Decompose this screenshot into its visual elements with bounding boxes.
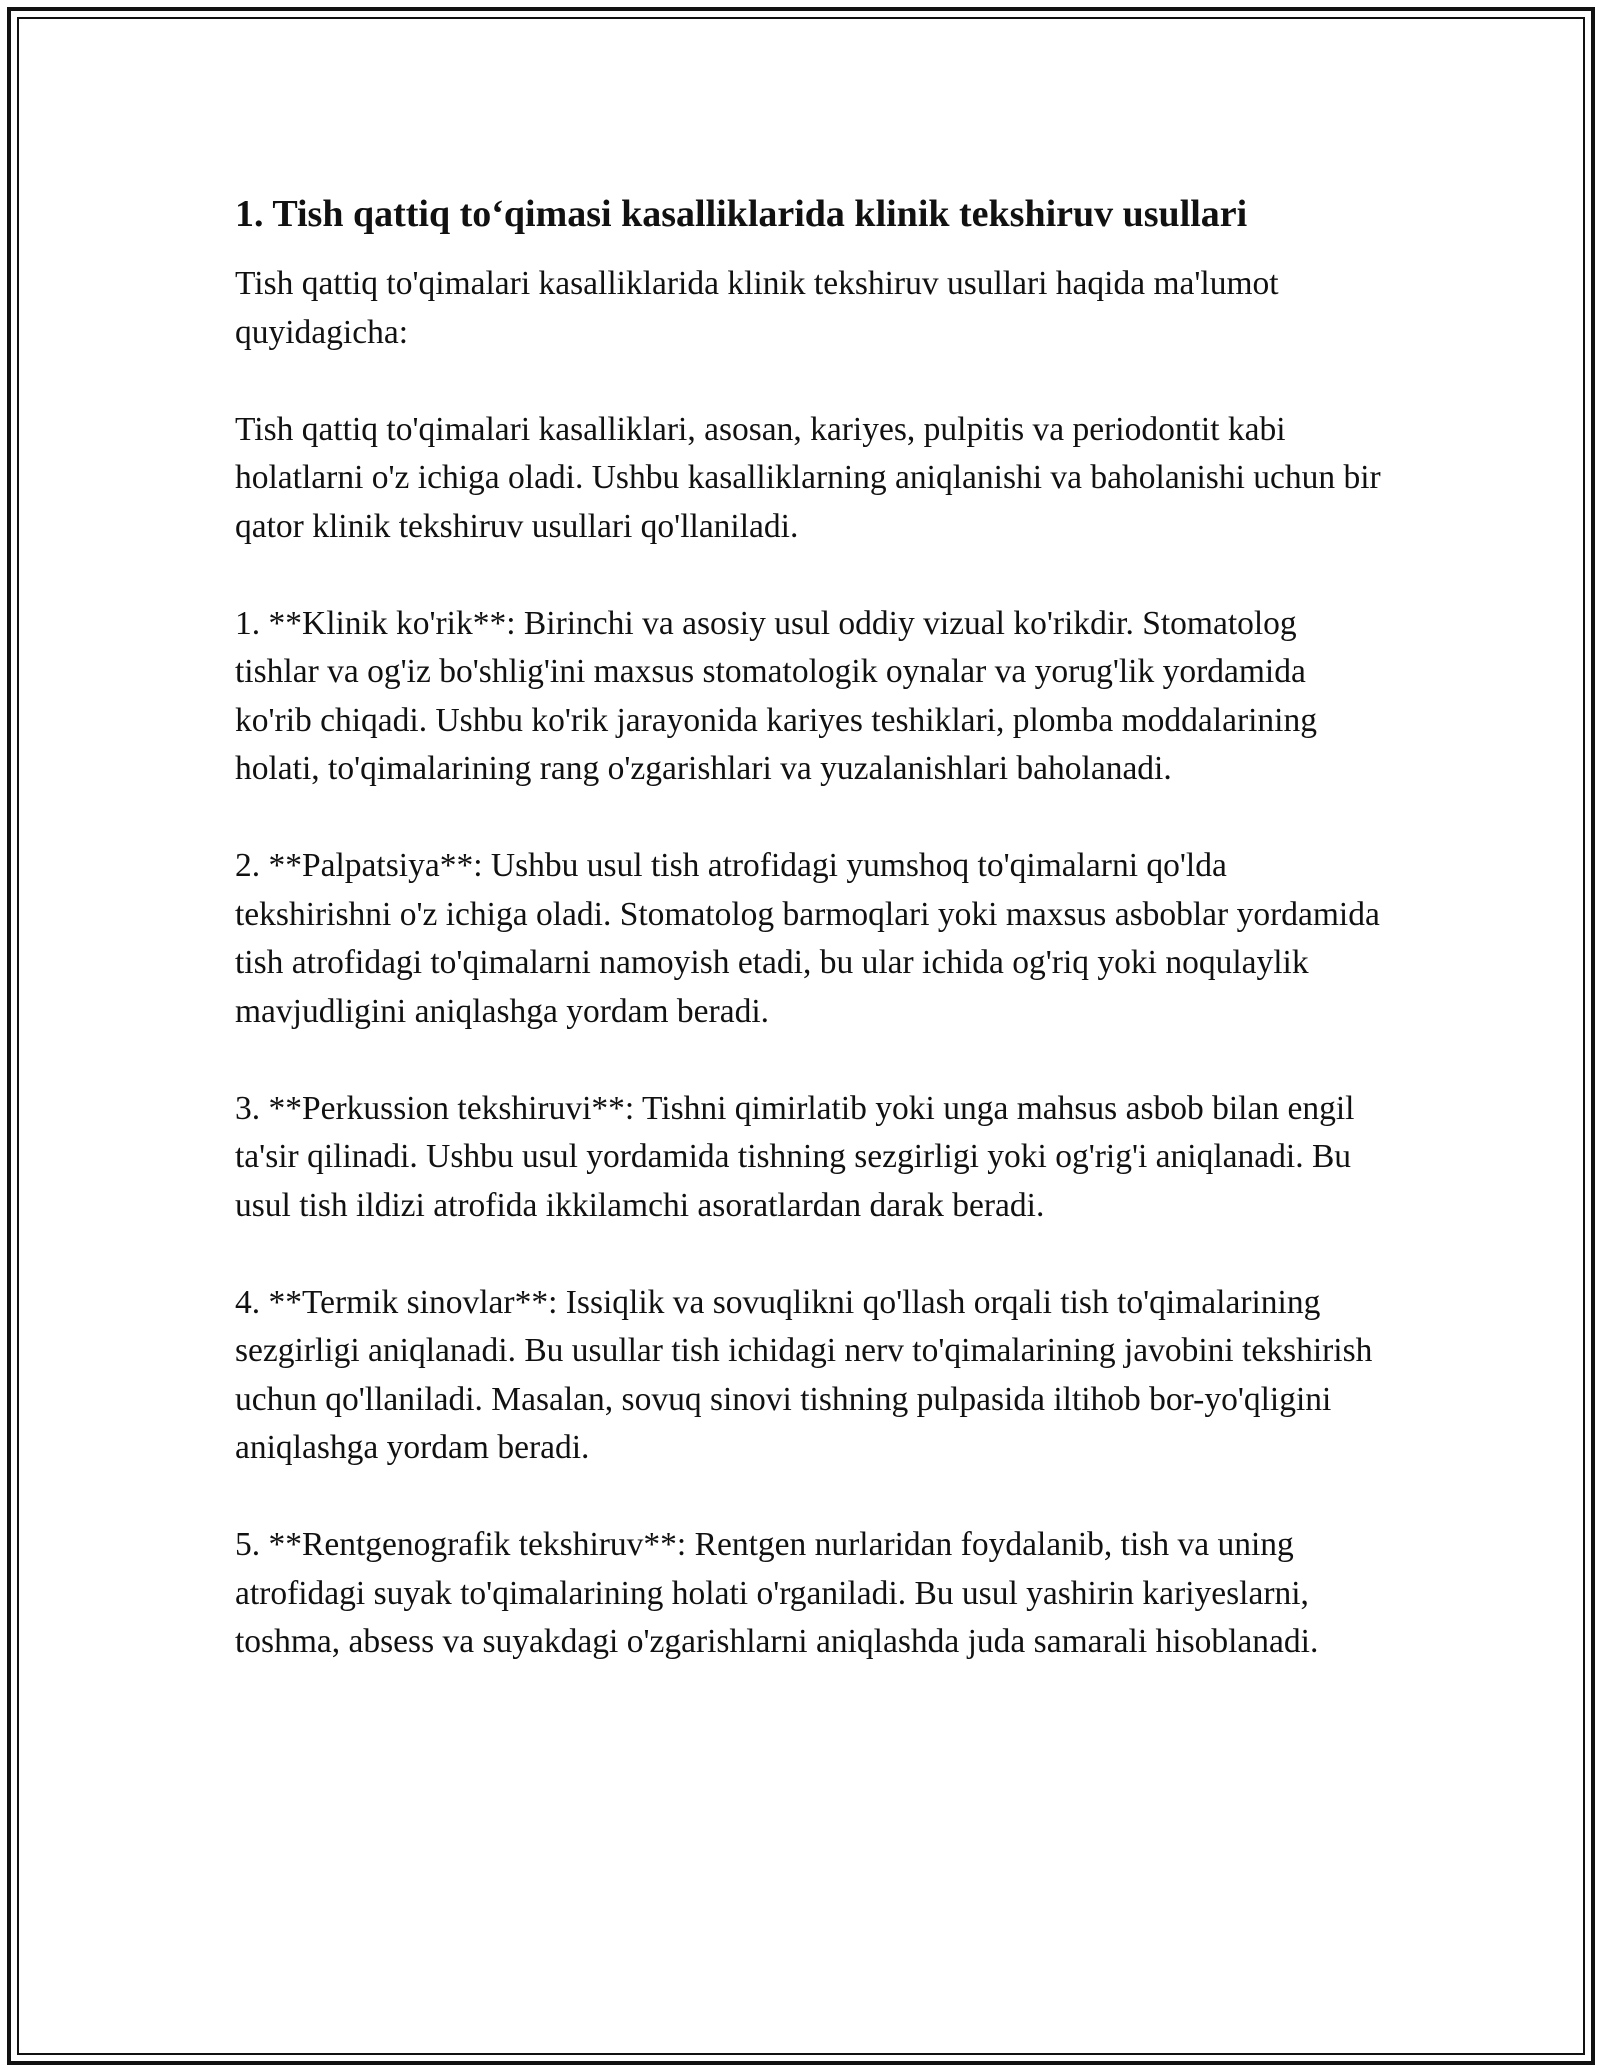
paragraph-overview: Tish qattiq to'qimalari kasalliklari, asosan, kariyes, pulpitis va periodontit kabi holatlarni o'z ichiga oladi. Ushbu kasalliklarning aniqlanishi va baholanishi uchun bir qator klinik tekshiruv usullari qo'llaniladi.: [235, 410, 1381, 545]
paragraph-thermal-tests: 4. **Termik sinovlar**: Issiqlik va sovuqlikni qo'llash orqali tish to'qimalarining sezgirligi aniqlanadi. Bu usullar tish ichidagi nerv to'qimalarining javobini tekshirish uchun qo'llaniladi. Masalan, sovuq sinovi tishning pulpasida iltihob bor-yo'qligini aniqlashga yordam beradi.: [235, 1283, 1373, 1466]
paragraph-palpation: 2. **Palpatsiya**: Ushbu usul tish atrofidagi yumshoq to'qimalarni qo'lda tekshirishni o'z ichiga oladi. Stomatolog barmoqlari yoki maxsus asboblar yordamida tish atrofidagi to'qimalarni namoyish etadi, bu ular ichida og'riq yoki noqulaylik mavjudligini aniqlashga yordam beradi.: [235, 847, 1380, 1030]
paragraph-radiography: 5. **Rentgenografik tekshiruv**: Rentgen nurlaridan foydalanib, tish va uning atrofidagi suyak to'qimalarining holati o'rganiladi. Bu usul yashirin kariyeslarni, toshma, absess va suyakdagi o'zgarishlarni aniqlashda juda samarali hisoblanadi.: [235, 1526, 1319, 1660]
page-title: 1. Tish qattiq to‘qimasi kasalliklarida klinik tekshiruv usullari: [235, 193, 1248, 235]
paragraph-intro: Tish qattiq to'qimalari kasalliklarida klinik tekshiruv usullari haqida ma'lumot quyidagicha:: [235, 265, 1279, 351]
paragraph-percussion: 3. **Perkussion tekshiruvi**: Tishni qimirlatib yoki unga mahsus asbob bilan engil ta'sir qilinadi. Ushbu usul yordamida tishning sezgirligi yoki og'rig'i aniqlanadi. Bu usul tish ildizi atrofida ikkilamchi asoratlardan darak beradi.: [235, 1089, 1355, 1224]
paragraph-clinical-exam: 1. **Klinik ko'rik**: Birinchi va asosiy usul oddiy vizual ko'rikdir. Stomatolog tishlar va og'iz bo'shlig'ini maxsus stomatologik oynalar va yorug'lik yordamida ko'rib chiqadi. Ushbu ko'rik jarayonida kariyes teshiklari, plomba moddalarining holati, to'qimalarining rang o'zgarishlari va yuzalanishlari baholanadi.: [235, 604, 1317, 787]
document-body: [235, 190, 1385, 1715]
